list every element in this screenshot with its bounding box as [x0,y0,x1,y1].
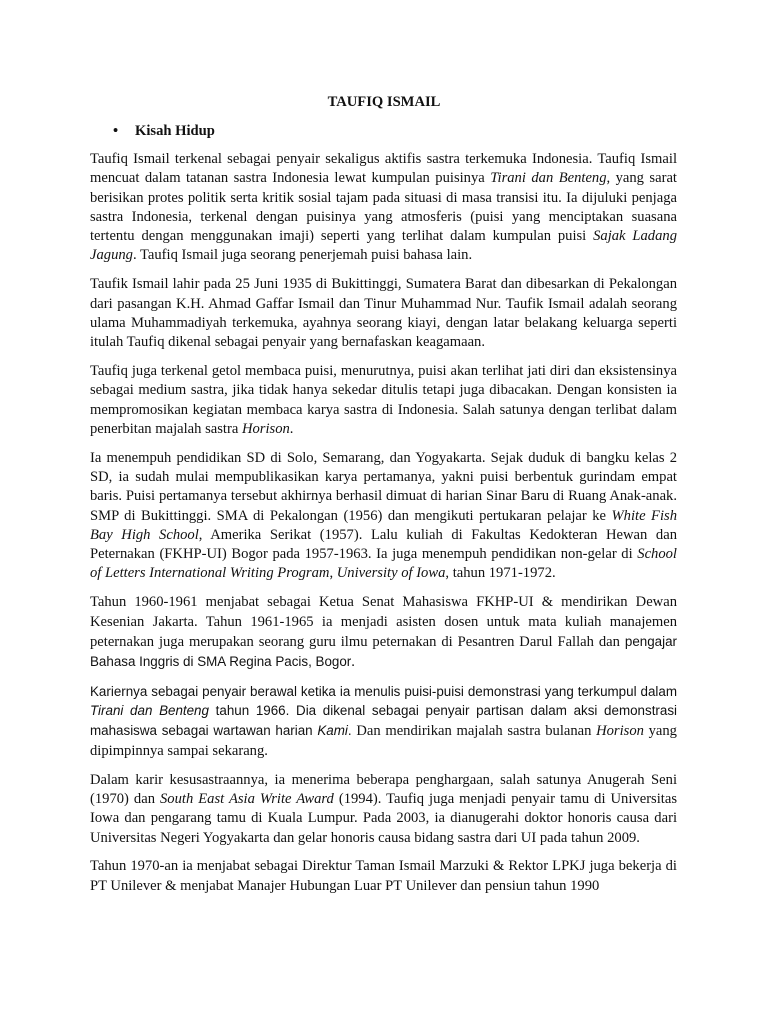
text-segment: Dan mendirikan majalah sastra bulanan [356,722,597,739]
text-segment: Dalam karir kesusastraannya, ia menerima beberapa penghargaan, salah satunya Anugerah Seni (1970) dan [90,771,677,807]
text-segment: . [351,654,355,671]
italic-text-segment: School of Letters International Writing Program [90,546,677,582]
text-segment: pengajar Bahasa Inggris di SMA Regina Pacis, Bogor [90,633,677,670]
text-segment: Tahun 1960-1961 menjabat sebagai Ketua Senat Mahasiswa FKHP-UI & mendirikan Dewan Kesenian Jakarta. Tahun 1961-1965 ia menjadi asisten dosen untuk mata kuliah manajemen peternakan juga merupakan seorang guru ilmu peternakan di Pesantren Darul Fallah dan [90,594,677,650]
italic-text-segment: Sajak Ladang Jagung [90,228,677,264]
section-heading-row [113,122,215,141]
text-segment: Taufik Ismail lahir pada 25 Juni 1935 di Bukittinggi, Sumatera Barat dan dibesarkan di Pekalongan dari pasangan K.H. Ahmad Gaffar Ismail dan Tinur Muhammad Nur. Taufik Ismail adalah seorang ulama Muhammadiyah terkemuka, ayahnya seorang kiayi, dengan latar belakang keluarga seperti itulah Taufiq dikenal sebagai penyair yang bernafaskan keagamaan. [90,276,677,351]
text-segment: tahun 1966. Dia dikenal sebagai penyair partisan dalam aksi demonstrasi mahasiswa sebagai wartawan harian [90,703,677,738]
text-segment: (1994). Taufiq juga menjadi penyair tamu di Universitas Iowa dan pengarang tamu di Kuala Lumpur. Pada 2003, ia dianugerahi doktor honoris causa dari Universitas Negeri Yogyakarta dan gelar honoris causa bidang sastra dari UI pada tahun 2009. [90,790,677,846]
text-segment: Kariernya sebagai penyair berawal ketika ia menulis puisi-puisi demonstrasi yang terkumpul dalam [90,683,677,699]
text-segment: Ia menempuh pendidikan SD di Solo, Semarang, dan Yogyakarta. Sejak duduk di bangku kelas 2 SD, ia sudah mulai mempublikasikan karya pertamanya, yakni puisi berbentuk gurindam empat baris. Puisi pertamanya tersebut akhirnya berhasil dimuat di harian Sinar Baru di Ruang Anak-anak. SMP di Bukittinggi. SMA di Pekalongan (1956) dan mengikuti pertukaran pelajar ke [90,449,677,524]
text-segment: Taufiq juga terkenal getol membaca puisi, menurutnya, puisi akan terlihat jati diri dan eksistensinya sebagai medium sastra, jika tidak hanya sekedar ditulis tetapi juga dibacakan. Dengan konsisten ia mempromosikan kegiatan membaca karya sastra di Indonesia. Salah satunya dengan terlibat dalam penerbitan majalah sastra [90,362,677,437]
italic-text-segment: Horison [596,722,644,739]
italic-text-segment: Tirani dan Benteng [90,703,209,719]
text-segment: . [347,722,357,738]
body-paragraph [90,857,677,896]
body-paragraph [90,362,677,439]
body-paragraph [90,682,677,761]
document-title: TAUFIQ ISMAIL [327,94,441,110]
body-paragraph [90,150,677,266]
text-segment: , [329,565,337,582]
italic-text-segment: University of Iowa [336,565,446,582]
text-segment: . Taufiq Ismail juga seorang penerjemah puisi bahasa lain. [132,247,473,264]
italic-text-segment: White Fish Bay High School [90,507,677,543]
text-segment: Tahun 1970-an ia menjabat sebagai Direktur Taman Ismail Marzuki & Rektor LPKJ juga bekerja di PT Unilever & menjabat Manajer Hubungan Luar PT Unilever dan pensiun tahun 1990 [90,858,677,894]
italic-text-segment: Kami [317,722,348,738]
body-paragraph [90,593,677,672]
document-body [90,150,677,905]
text-segment: , Amerika Serikat (1957). Lalu kuliah di Fakultas Kedokteran Hewan dan Peternakan (FKHP-UI) Bogor pada 1957-1963. Ia juga menempuh pendidikan non-gelar di [90,526,677,563]
italic-text-segment: Tirani dan Benteng [490,170,607,187]
text-segment: yang dipimpinnya sampai sekarang. [90,722,677,759]
text-segment: . [289,420,294,437]
italic-text-segment: South East Asia Write Award [160,790,334,807]
body-paragraph [90,275,677,352]
body-paragraph [90,771,677,848]
bullet-icon: • [113,123,119,139]
text-segment: , yang sarat berisikan protes politik serta kritik sosial tajam pada situasi di masa transisi itu. Ia dijuluki penjaga sastra Indonesia, terkenal dengan puisinya yang atmosferis (puisi yang menciptakan suasana tertentu dengan menggunakan imaji) seperti yang terlihat dalam kumpulan puisi [90,170,677,245]
section-heading: Kisah Hidup [135,123,215,139]
text-segment: Taufiq Ismail terkenal sebagai penyair sekaligus aktifis sastra terkemuka Indonesia. Taufiq Ismail mencuat dalam tatanan sastra Indonesia lewat kumpulan puisinya [90,151,677,187]
text-segment: , tahun 1971-1972. [445,565,556,582]
body-paragraph [90,449,677,584]
italic-text-segment: Horison [241,420,290,437]
